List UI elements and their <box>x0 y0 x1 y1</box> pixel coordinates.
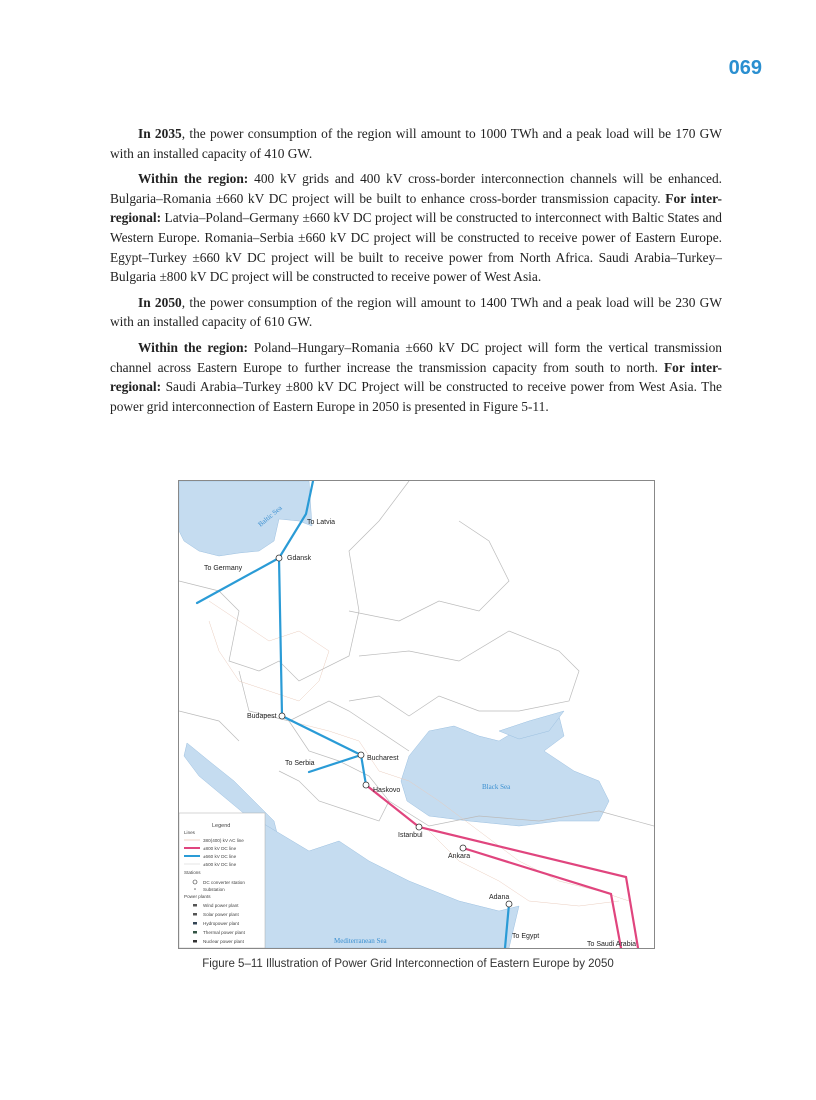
thermal-plant-icon <box>193 931 197 934</box>
legend-substation: Substation <box>203 887 225 892</box>
legend-solar: Solar power plant <box>203 912 239 917</box>
dc660-serbia-line <box>309 755 361 772</box>
legend-ac: 380(400) kV AC line <box>203 838 244 843</box>
label-latvia: To Latvia <box>307 519 336 526</box>
lead: Within the region: <box>138 339 249 355</box>
map-legend <box>179 813 265 948</box>
text: , the power consumption of the region will amount to 1400 TWh and a peak load will be 230 GW with an installed capacity of 610 GW. <box>110 294 722 330</box>
lead: In 2035 <box>138 126 182 141</box>
converter-station-icon <box>276 555 282 561</box>
legend-hydro: Hydropower plant <box>203 921 240 926</box>
converter-station-icon <box>193 880 197 884</box>
label-germany: To Germany <box>204 565 243 572</box>
text: , the power consumption of the region will amount to 1000 TWh and a peak load will be 170 GW with an installed capacity of 410 GW. <box>110 126 722 161</box>
text: Saudi Arabia–Turkey ±800 kV DC Project will be constructed to receive power from West Asia. The power grid interconnection of Eastern Europe in 2050 is presented in Figure 5-11. <box>110 379 722 414</box>
text: 400 kV grids and 400 kV cross-border interconnection channels will be enhanced. Bulgaria–Romania ±660 kV DC project will be built to enhance cross-border transmission capacity. <box>110 171 723 206</box>
legend-lines: Lines <box>184 830 195 835</box>
lead: For inter-regional: <box>110 359 722 395</box>
converter-station-icon <box>279 713 285 719</box>
solar-plant-icon <box>193 913 197 916</box>
grid-map-figure <box>178 480 655 949</box>
mediterranean-sea <box>259 821 519 948</box>
label-budapest: Budapest <box>247 713 277 720</box>
nuclear-plant-icon <box>193 940 197 943</box>
legend-wind: Wind power plant <box>203 903 239 908</box>
lead: Within the region: <box>138 171 249 187</box>
legend-title: Legend <box>212 823 231 829</box>
lead: In 2050 <box>138 294 182 310</box>
wind-plant-icon <box>193 904 197 907</box>
lead: For inter-regional: <box>110 190 722 226</box>
label-bucharest: Bucharest <box>367 755 399 762</box>
label-adana: Adana <box>489 894 510 901</box>
label-istanbul: Istanbul <box>398 832 423 839</box>
paragraph <box>110 124 722 163</box>
converter-station-icon <box>358 752 364 758</box>
legend-nuclear: Nuclear power plant <box>203 939 244 944</box>
legend-stations: Stations <box>184 870 201 875</box>
legend-dc660: ±660 kV DC line <box>203 854 237 859</box>
label-black-sea: Black Sea <box>482 783 511 791</box>
paragraph <box>110 293 722 332</box>
legend-converter: DC converter station <box>203 880 245 885</box>
baltic-sea <box>179 481 312 556</box>
dc660-poland-hungary-romania-line <box>279 558 366 785</box>
legend-dc800: ±800 kV DC line <box>203 846 237 851</box>
legend-plants: Power plants <box>184 894 211 899</box>
label-serbia: To Serbia <box>285 760 315 767</box>
label-mediterranean-sea: Mediterranean Sea <box>334 937 387 945</box>
page-number: 069 <box>728 57 762 79</box>
map-svg <box>179 481 654 948</box>
converter-station-icon <box>416 824 422 830</box>
paragraph <box>110 338 722 416</box>
body-text <box>110 124 722 422</box>
label-haskovo: Haskovo <box>373 787 401 794</box>
figure-caption: Figure 5–11 Illustration of Power Grid Interconnection of Eastern Europe by 2050 <box>202 958 614 970</box>
legend-dc500: ±500 kV DC line <box>203 862 237 867</box>
substation-icon <box>194 888 196 890</box>
legend-thermal: Thermal power plant <box>203 930 245 935</box>
converter-station-icon <box>363 782 369 788</box>
paragraph <box>110 169 722 287</box>
text: Latvia–Poland–Germany ±660 kV DC project will be constructed to interconnect with Baltic States and Western Europe. Romania–Serbia ±660 kV DC project will be constructed to receive power of Eastern Europe. Egypt–Turkey ±660 kV DC project will be built to receive power from North Africa. Saudi Arabia–Turkey–Bulgaria ±800 kV DC project will be constructed to receive power of West Asia. <box>110 210 722 285</box>
label-ankara: Ankara <box>448 853 471 860</box>
converter-station-icon <box>506 901 512 907</box>
label-saudi-arabia: To Saudi Arabia <box>587 941 637 948</box>
hydro-plant-icon <box>193 922 197 925</box>
label-egypt: To Egypt <box>512 933 540 940</box>
converter-station-icon <box>460 845 466 851</box>
label-gdansk: Gdansk <box>287 555 312 562</box>
label-baltic-sea: Baltic Sea <box>256 504 284 529</box>
text: Poland–Hungary–Romania ±660 kV DC project will form the vertical transmission channel across Eastern Europe to further increase the transmission capacity from south to north. <box>110 339 722 375</box>
